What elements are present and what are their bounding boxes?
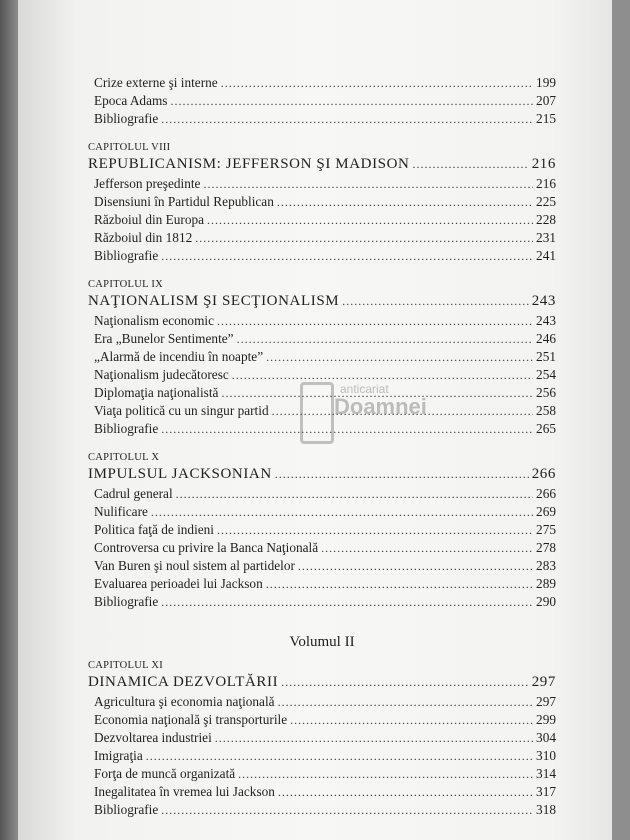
dot-leader [277, 193, 533, 211]
dot-leader [221, 384, 533, 402]
toc-entry [88, 783, 556, 801]
toc-entry [88, 539, 556, 557]
chapter-title: NAŢIONALISM ŞI SECŢIONALISM [88, 293, 340, 309]
dot-leader [275, 464, 529, 485]
dot-leader [146, 747, 533, 765]
chapter-page: 266 [531, 466, 556, 482]
toc-entry [88, 384, 556, 402]
entry-page: 317 [536, 784, 556, 799]
toc-entry [88, 247, 556, 265]
toc-entry [88, 693, 556, 711]
entry-title: Naţionalism economic [94, 313, 215, 328]
dot-leader [195, 229, 533, 247]
toc-entry [88, 110, 556, 128]
toc-entry [88, 402, 556, 420]
toc-entry [88, 575, 556, 593]
entry-title: „Alarmă de incendiu în noapte” [94, 349, 264, 364]
entry-page: 216 [536, 176, 556, 191]
toc-entry [88, 312, 556, 330]
entry-title: Bibliografie [94, 248, 159, 263]
toc-entry [88, 193, 556, 211]
entry-title: Van Buren şi noul sistem al partidelor [94, 558, 295, 573]
chapter-label: CAPITOLUL VIII [88, 142, 171, 153]
entry-title: Jefferson preşedinte [94, 176, 201, 191]
dot-leader [266, 575, 533, 593]
entry-page: 258 [536, 403, 556, 418]
dot-leader [281, 672, 529, 693]
entry-title: Cadrul general [94, 486, 173, 501]
entry-title: Dezvoltarea industriei [94, 730, 212, 745]
entry-title: Disensiuni în Partidul Republican [94, 194, 274, 209]
entry-page: 228 [536, 212, 556, 227]
chapter-title-line [88, 154, 556, 175]
toc-entry [88, 801, 556, 819]
dot-leader [170, 92, 533, 110]
entry-title: Controversa cu privire la Banca Naţională [94, 540, 319, 555]
entry-page: 297 [536, 694, 556, 709]
watermark-text-big: Doamnei [334, 394, 427, 419]
entry-page: 231 [536, 230, 556, 245]
dot-leader [237, 330, 533, 348]
dot-leader [161, 247, 533, 265]
toc-entry [88, 485, 556, 503]
entry-title: Bibliografie [94, 594, 159, 609]
dot-leader [272, 402, 533, 420]
entry-page: 266 [536, 486, 556, 501]
dot-leader [278, 783, 533, 801]
chapter-page: 216 [531, 156, 556, 172]
entry-title: Evaluarea perioadei lui Jackson [94, 576, 263, 591]
book-page [18, 0, 612, 840]
toc-entry [88, 175, 556, 193]
entry-page: 241 [536, 248, 556, 263]
entry-title: Era „Bunelor Sentimente” [94, 331, 234, 346]
chapter-title: REPUBLICANISM: JEFFERSON ŞI MADISON [88, 156, 410, 172]
intro-section [88, 74, 556, 128]
entry-page: 318 [536, 802, 556, 817]
toc-entry [88, 503, 556, 521]
entry-page: 265 [536, 421, 556, 436]
entry-page: 251 [536, 349, 556, 364]
chapter-page: 243 [531, 293, 556, 309]
toc-entry [88, 521, 556, 539]
toc-entry [88, 330, 556, 348]
entry-page: 199 [536, 75, 556, 90]
entry-title: Bibliografie [94, 111, 159, 126]
entry-page: 246 [536, 331, 556, 346]
chapter-title: DINAMICA DEZVOLTĂRII [88, 674, 279, 690]
entry-title: Epoca Adams [94, 93, 168, 108]
toc-entry [88, 747, 556, 765]
entry-page: 243 [536, 313, 556, 328]
entry-page: 290 [536, 594, 556, 609]
toc-entry [88, 348, 556, 366]
dot-leader [161, 801, 533, 819]
dot-leader [161, 110, 533, 128]
chapter-9 [88, 278, 556, 438]
entry-title: Bibliografie [94, 802, 159, 817]
dot-leader [161, 593, 533, 611]
toc-entry [88, 92, 556, 110]
entry-title: Crize externe şi interne [94, 75, 218, 90]
watermark-text-small: anticariat [340, 382, 389, 396]
chapter-8 [88, 141, 556, 265]
dot-leader [217, 312, 533, 330]
entry-title: Viaţa politică cu un singur partid [94, 403, 269, 418]
toc-entry [88, 366, 556, 384]
dot-leader [217, 521, 533, 539]
entry-title: Bibliografie [94, 421, 159, 436]
table-of-contents [88, 74, 556, 819]
chapter-title: IMPULSUL JACKSONIAN [88, 466, 272, 482]
entry-page: 314 [536, 766, 556, 781]
dot-leader [298, 557, 533, 575]
entry-title: Economia naţională şi transporturile [94, 712, 288, 727]
entry-title: Războiul din Europa [94, 212, 205, 227]
dot-leader [278, 693, 533, 711]
chapter-label: CAPITOLUL IX [88, 279, 164, 290]
entry-page: 278 [536, 540, 556, 555]
dot-leader [176, 485, 533, 503]
entry-page: 310 [536, 748, 556, 763]
toc-entry [88, 420, 556, 438]
entry-title: Diplomaţia naţionalistă [94, 385, 219, 400]
entry-title: Politica faţă de indieni [94, 522, 215, 537]
entry-title: Inegalitatea în vremea lui Jackson [94, 784, 275, 799]
dot-leader [207, 211, 533, 229]
entry-page: 225 [536, 194, 556, 209]
toc-entry [88, 229, 556, 247]
entry-page: 215 [536, 111, 556, 126]
dot-leader [215, 729, 533, 747]
book-edge [0, 0, 18, 840]
entry-title: Războiul din 1812 [94, 230, 193, 245]
chapter-label: CAPITOLUL XI [88, 660, 164, 671]
dot-leader [266, 348, 533, 366]
entry-title: Agricultura şi economia naţională [94, 694, 275, 709]
entry-title: Naţionalism judecătoresc [94, 367, 229, 382]
dot-leader [161, 420, 533, 438]
dot-leader [232, 366, 533, 384]
entry-title: Imigraţia [94, 748, 143, 763]
dot-leader [221, 74, 533, 92]
entry-page: 256 [536, 385, 556, 400]
chapter-label: CAPITOLUL X [88, 452, 160, 463]
chapter-title-line [88, 672, 556, 693]
chapter-title-line [88, 291, 556, 312]
entry-page: 254 [536, 367, 556, 382]
entry-page: 304 [536, 730, 556, 745]
chapter-title-line [88, 464, 556, 485]
dot-leader [151, 503, 533, 521]
toc-entry [88, 74, 556, 92]
entry-page: 269 [536, 504, 556, 519]
entry-title: Nulificare [94, 504, 148, 519]
entry-page: 289 [536, 576, 556, 591]
entry-title: Forţa de muncă organizată [94, 766, 236, 781]
dot-leader [290, 711, 533, 729]
entry-page: 275 [536, 522, 556, 537]
entry-page: 283 [536, 558, 556, 573]
chapter-11 [88, 659, 556, 819]
dot-leader [203, 175, 533, 193]
chapter-10 [88, 451, 556, 611]
toc-entry [88, 557, 556, 575]
toc-entry [88, 711, 556, 729]
dot-leader [342, 291, 528, 312]
volume-heading: Volumul II [289, 634, 355, 650]
dot-leader [412, 154, 528, 175]
toc-entry [88, 211, 556, 229]
toc-entry [88, 729, 556, 747]
entry-page: 207 [536, 93, 556, 108]
toc-entry [88, 593, 556, 611]
entry-page: 299 [536, 712, 556, 727]
dot-leader [238, 765, 533, 783]
toc-entry [88, 765, 556, 783]
chapter-page: 297 [531, 674, 556, 690]
dot-leader [321, 539, 533, 557]
